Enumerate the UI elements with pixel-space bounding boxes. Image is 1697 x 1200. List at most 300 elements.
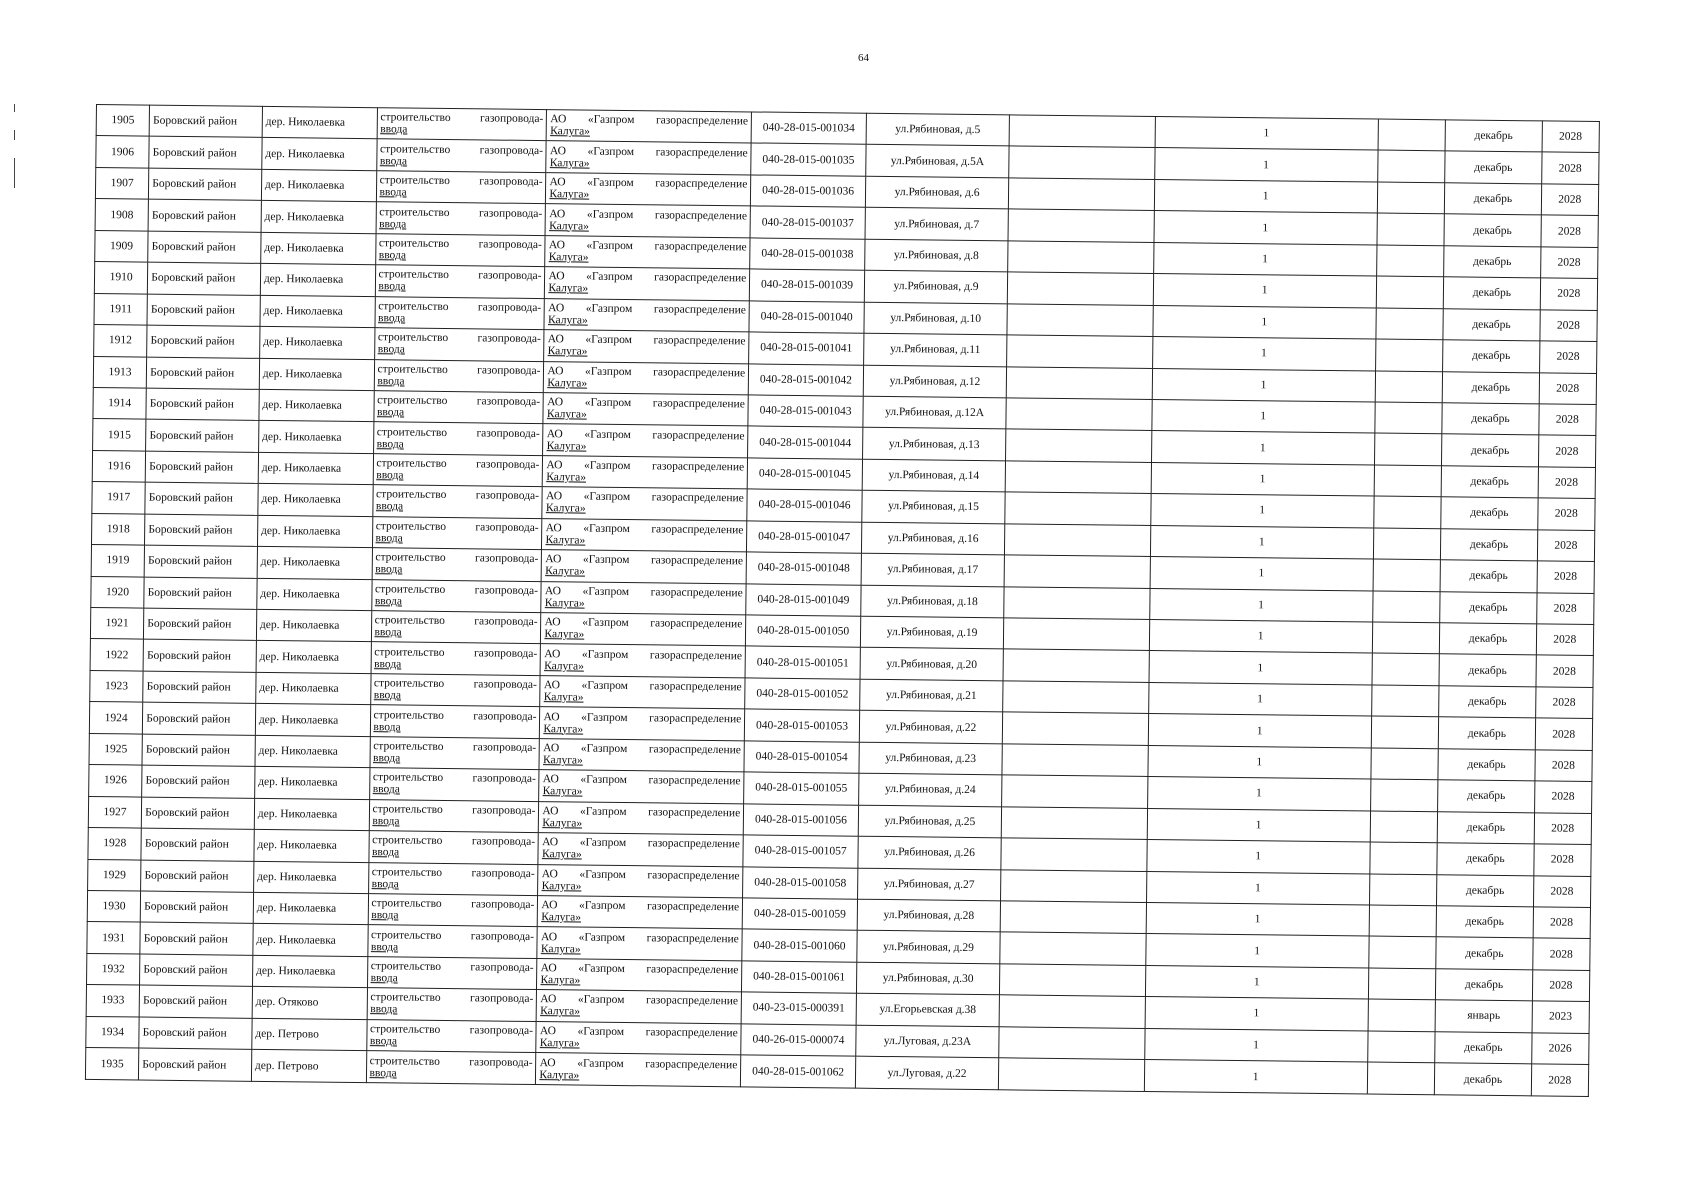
organization-cell <box>542 518 747 552</box>
address-cell: ул.Рябиновая, д.20 <box>860 648 1004 681</box>
row-number: 1920 <box>91 576 145 608</box>
organization-word-1: АО <box>546 459 563 472</box>
month-cell: декабрь <box>1435 1031 1532 1064</box>
organization-word-2: «Газпром <box>580 805 627 818</box>
district-cell: Боровский район <box>146 419 259 452</box>
quantity-cell: 1 <box>1154 148 1378 182</box>
row-number: 1908 <box>95 199 149 231</box>
organization-word-2: «Газпром <box>581 648 629 661</box>
object-code-cell: 040-28-015-001047 <box>747 521 862 554</box>
empty-cell-1 <box>1009 146 1155 179</box>
row-number: 1923 <box>90 670 144 702</box>
work-type-word-2: газопровода- <box>475 521 539 534</box>
village-cell: дер. Николаевка <box>255 735 370 768</box>
work-type-cell <box>372 485 542 518</box>
organization-word-4: Калуга» <box>542 785 583 798</box>
organization-word-2: «Газпром <box>586 239 634 253</box>
object-code-cell: 040-28-015-001042 <box>748 363 863 396</box>
organization-word-2: «Газпром <box>577 1025 625 1038</box>
year-cell: 2028 <box>1541 215 1599 247</box>
organization-word-2: «Газпром <box>580 742 628 756</box>
work-type-word-3: ввода <box>379 186 407 199</box>
organization-cell <box>539 770 744 804</box>
row-number: 1927 <box>88 796 142 828</box>
district-cell: Боровский район <box>145 514 258 547</box>
row-number: 1919 <box>91 545 145 577</box>
year-cell: 2028 <box>1532 970 1590 1002</box>
work-type-word-2: газопровода- <box>479 144 544 157</box>
work-type-cell <box>366 1019 536 1052</box>
organization-word-2: «Газпром <box>586 208 634 221</box>
row-number: 1914 <box>93 387 147 419</box>
year-cell: 2028 <box>1539 341 1597 373</box>
work-type-word-3: ввода <box>378 249 407 262</box>
month-cell: декабрь <box>1445 183 1542 216</box>
year-cell: 2028 <box>1533 875 1591 907</box>
work-type-word-1: строительство <box>372 771 444 785</box>
work-type-cell <box>376 171 546 204</box>
row-number: 1918 <box>92 513 146 545</box>
year-cell: 2028 <box>1539 372 1597 404</box>
village-cell: дер. Николаевка <box>252 955 367 988</box>
year-cell: 2028 <box>1537 530 1595 562</box>
work-type-word-1: строительство <box>369 1054 441 1068</box>
row-number: 1922 <box>90 639 144 671</box>
organization-cell <box>537 958 742 992</box>
village-cell: дер. Николаевка <box>262 138 377 171</box>
organization-word-1: АО <box>549 144 567 157</box>
object-code-cell: 040-28-015-001062 <box>741 1055 856 1088</box>
work-type-cell <box>371 611 541 644</box>
organization-word-1: АО <box>547 333 564 346</box>
quantity-cell: 1 <box>1145 934 1369 968</box>
year-cell: 2028 <box>1534 812 1592 844</box>
village-cell: дер. Николаевка <box>254 829 369 862</box>
object-code-cell: 040-28-015-001061 <box>742 961 857 994</box>
empty-cell-1 <box>1007 335 1153 368</box>
month-cell: декабрь <box>1443 371 1540 404</box>
work-type-cell <box>367 956 537 989</box>
month-cell: декабрь <box>1445 120 1542 153</box>
work-type-word-3: ввода <box>369 1066 397 1080</box>
empty-cell-2 <box>1371 716 1439 748</box>
organization-word-1: АО <box>545 553 562 566</box>
year-cell: 2028 <box>1536 592 1594 624</box>
organization-word-2: «Газпром <box>585 302 633 315</box>
empty-cell-2 <box>1371 748 1439 780</box>
organization-word-4: Калуга» <box>540 974 581 987</box>
organization-word-2: «Газпром <box>586 270 633 284</box>
address-cell: ул.Рябиновая, д.11 <box>863 333 1007 366</box>
village-cell: дер. Николаевка <box>258 452 373 485</box>
organization-word-2: «Газпром <box>583 491 631 504</box>
work-type-cell <box>373 453 543 486</box>
work-type-word-1: строительство <box>374 582 446 596</box>
address-cell: ул.Рябиновая, д.14 <box>862 459 1006 492</box>
organization-cell <box>540 707 745 741</box>
empty-cell-1 <box>1007 272 1153 305</box>
work-type-cell <box>368 862 538 895</box>
organization-word-2: «Газпром <box>577 1057 624 1070</box>
year-cell: 2028 <box>1532 938 1590 970</box>
organization-cell <box>544 298 749 332</box>
work-type-word-1: строительство <box>373 708 444 722</box>
work-type-word-2: газопровода- <box>469 1024 534 1037</box>
district-cell: Боровский район <box>144 545 257 578</box>
quantity-cell: 1 <box>1144 1028 1368 1062</box>
organization-word-3: газораспределение <box>648 806 741 820</box>
organization-word-3: газораспределение <box>654 271 747 285</box>
district-cell: Боровский район <box>146 388 259 421</box>
work-type-word-3: ввода <box>373 689 402 702</box>
organization-cell <box>537 990 742 1024</box>
year-cell: 2028 <box>1542 121 1600 153</box>
organization-word-1: АО <box>549 207 566 220</box>
organization-word-4: Калуга» <box>547 376 588 390</box>
work-type-cell <box>375 233 545 266</box>
organization-cell <box>543 393 748 427</box>
object-code-cell: 040-28-015-001059 <box>742 898 857 931</box>
object-code-cell: 040-28-015-001050 <box>746 615 861 648</box>
organization-word-3: газораспределение <box>655 177 748 191</box>
address-cell: ул.Рябиновая, д.25 <box>858 805 1002 838</box>
organization-word-1: АО <box>543 710 560 723</box>
quantity-cell: 1 <box>1150 557 1374 591</box>
empty-cell-2 <box>1367 1062 1435 1095</box>
organization-word-1: АО <box>548 270 565 283</box>
village-cell: дер. Николаевка <box>260 295 375 328</box>
organization-word-3: газораспределение <box>649 648 743 663</box>
work-type-word-1: строительство <box>378 300 449 313</box>
empty-cell-2 <box>1369 873 1437 905</box>
object-code-cell: 040-28-015-001052 <box>745 678 860 711</box>
empty-cell-1 <box>1004 618 1150 651</box>
work-type-word-2: газопровода- <box>473 646 538 660</box>
month-cell: декабрь <box>1435 1063 1532 1096</box>
district-cell: Боровский район <box>142 734 255 767</box>
object-code-cell: 040-28-015-001051 <box>745 646 860 679</box>
organization-word-3: газораспределение <box>653 366 746 380</box>
district-cell: Боровский район <box>145 482 258 515</box>
year-cell: 2023 <box>1532 1001 1590 1033</box>
page-number: 64 <box>858 52 869 64</box>
month-cell: декабрь <box>1436 937 1533 970</box>
organization-word-3: газораспределение <box>645 1026 738 1040</box>
organization-word-4: Калуга» <box>546 439 587 453</box>
work-type-word-2: газопровода- <box>470 961 534 975</box>
village-cell: дер. Николаевка <box>261 169 376 202</box>
village-cell: дер. Николаевка <box>259 326 374 359</box>
organization-word-4: Калуга» <box>542 754 583 767</box>
row-number: 1925 <box>89 733 143 765</box>
work-type-word-1: строительство <box>378 268 449 282</box>
work-type-word-2: газопровода- <box>478 269 542 283</box>
empty-cell-2 <box>1375 402 1443 434</box>
month-cell: декабрь <box>1441 466 1538 499</box>
organization-word-2: «Газпром <box>582 585 630 598</box>
organization-word-3: газораспределение <box>653 334 746 348</box>
object-code-cell: 040-28-015-001034 <box>751 112 866 145</box>
address-cell: ул.Рябиновая, д.23 <box>859 742 1003 775</box>
quantity-cell: 1 <box>1146 840 1370 874</box>
year-cell: 2028 <box>1541 184 1599 216</box>
work-type-word-3: ввода <box>370 972 398 985</box>
address-cell: ул.Рябиновая, д.15 <box>862 490 1006 523</box>
work-type-word-1: строительство <box>377 394 448 408</box>
organization-word-1: АО <box>540 962 557 975</box>
work-type-word-1: строительство <box>374 645 445 659</box>
organization-cell <box>541 613 746 647</box>
village-cell: дер. Николаевка <box>259 358 374 391</box>
organization-word-1: АО <box>547 364 564 378</box>
empty-cell-2 <box>1372 653 1440 685</box>
organization-word-2: «Газпром <box>578 931 626 944</box>
year-cell: 2028 <box>1539 310 1597 342</box>
organization-word-1: АО <box>539 1056 556 1069</box>
organization-cell <box>546 141 751 175</box>
object-code-cell: 040-26-015-000074 <box>741 1024 856 1057</box>
quantity-cell: 1 <box>1153 274 1377 308</box>
row-number: 1931 <box>87 922 141 954</box>
empty-cell-1 <box>1006 429 1152 462</box>
work-type-word-1: строительство <box>370 960 442 974</box>
work-type-word-2: газопровода- <box>474 584 539 597</box>
work-type-word-1: строительство <box>370 991 441 1005</box>
empty-cell-1 <box>1003 712 1149 745</box>
object-code-cell: 040-28-015-001048 <box>746 552 861 585</box>
empty-cell-1 <box>1006 366 1152 399</box>
address-cell: ул.Рябиновая, д.21 <box>860 679 1004 712</box>
empty-cell-1 <box>1006 398 1152 431</box>
organization-cell <box>547 110 752 144</box>
organization-cell <box>546 172 751 206</box>
object-code-cell: 040-28-015-001055 <box>744 772 859 805</box>
year-cell: 2028 <box>1541 152 1599 184</box>
work-type-word-1: строительство <box>373 677 445 691</box>
organization-word-1: АО <box>542 773 559 786</box>
village-cell: дер. Петрово <box>251 1049 366 1082</box>
empty-cell-2 <box>1367 1031 1435 1063</box>
organization-word-4: Калуга» <box>545 534 586 547</box>
organization-word-1: АО <box>544 616 561 629</box>
organization-word-3: газораспределение <box>646 931 739 945</box>
work-type-word-1: строительство <box>376 488 447 502</box>
empty-cell-2 <box>1376 245 1444 277</box>
quantity-cell: 1 <box>1149 588 1373 622</box>
work-type-word-1: строительство <box>376 457 447 471</box>
year-cell: 2026 <box>1531 1033 1589 1065</box>
work-type-cell <box>372 516 542 549</box>
work-type-word-3: ввода <box>372 783 400 796</box>
organization-word-1: АО <box>541 867 558 881</box>
organization-word-2: «Газпром <box>587 113 635 127</box>
organization-word-2: «Газпром <box>582 616 629 630</box>
district-cell: Боровский район <box>143 671 256 704</box>
month-cell: декабрь <box>1445 151 1542 184</box>
work-type-word-2: газопровода- <box>478 238 542 252</box>
work-type-word-2: газопровода- <box>473 709 537 723</box>
object-code-cell: 040-28-015-001040 <box>749 301 864 334</box>
empty-cell-1 <box>1002 775 1148 808</box>
district-cell: Боровский район <box>149 137 262 170</box>
year-cell: 2028 <box>1538 467 1596 499</box>
work-type-word-3: ввода <box>374 626 402 639</box>
address-cell: ул.Рябиновая, д.7 <box>865 208 1009 241</box>
village-cell: дер. Николаевка <box>254 798 369 831</box>
organization-word-4: Калуга» <box>544 659 584 673</box>
month-cell: декабрь <box>1439 717 1536 750</box>
work-type-word-1: строительство <box>376 425 448 439</box>
work-type-word-1: строительство <box>379 174 450 188</box>
village-cell: дер. Николаевка <box>256 672 371 705</box>
organization-cell <box>538 864 743 898</box>
organization-word-4: Калуга» <box>549 188 590 201</box>
empty-cell-2 <box>1372 591 1440 623</box>
work-type-cell <box>371 642 541 675</box>
empty-cell-1 <box>1003 649 1149 682</box>
row-number: 1909 <box>95 230 149 262</box>
row-number: 1929 <box>88 859 142 891</box>
district-cell: Боровский район <box>149 105 262 138</box>
district-cell: Боровский район <box>142 765 255 798</box>
work-type-cell <box>374 328 544 361</box>
work-type-word-2: газопровода- <box>479 112 544 126</box>
quantity-cell: 1 <box>1147 808 1371 842</box>
organization-word-1: АО <box>548 301 565 315</box>
work-type-word-2: газопровода- <box>477 301 542 314</box>
empty-cell-1 <box>1000 932 1146 965</box>
quantity-cell: 1 <box>1146 871 1370 905</box>
month-cell: декабрь <box>1439 654 1536 687</box>
year-cell: 2028 <box>1535 687 1593 719</box>
work-type-word-3: ввода <box>373 752 401 765</box>
month-cell: декабрь <box>1441 497 1538 530</box>
organization-word-3: газораспределение <box>650 554 744 568</box>
organization-word-1: АО <box>550 113 567 126</box>
year-cell: 2028 <box>1540 247 1598 279</box>
village-cell: дер. Николаевка <box>256 641 371 674</box>
work-type-word-3: ввода <box>371 909 399 922</box>
year-cell: 2028 <box>1536 624 1594 656</box>
village-cell: дер. Николаевка <box>253 924 368 957</box>
empty-cell-1 <box>1008 241 1154 274</box>
month-cell: декабрь <box>1437 874 1534 907</box>
empty-cell-2 <box>1368 968 1436 1000</box>
organization-word-2: «Газпром <box>587 145 635 158</box>
row-number: 1921 <box>90 607 144 639</box>
work-type-word-2: газопровода- <box>476 458 540 472</box>
empty-cell-2 <box>1369 905 1437 937</box>
work-type-word-3: ввода <box>375 563 403 576</box>
year-cell: 2028 <box>1540 278 1598 310</box>
organization-cell <box>540 644 745 678</box>
quantity-cell: 1 <box>1150 494 1374 528</box>
organization-word-4: Калуга» <box>548 251 589 264</box>
village-cell: дер. Николаевка <box>253 861 368 894</box>
work-type-cell <box>373 391 543 424</box>
organization-word-1: АО <box>547 396 564 409</box>
work-type-word-2: газопровода- <box>472 772 536 786</box>
district-cell: Боровский район <box>149 168 262 201</box>
organization-word-2: «Газпром <box>584 396 632 410</box>
work-type-word-2: газопровода- <box>469 992 534 1006</box>
year-cell: 2028 <box>1536 655 1594 687</box>
quantity-cell: 1 <box>1147 777 1371 811</box>
address-cell: ул.Рябиновая, д.28 <box>857 899 1001 932</box>
organization-word-3: газораспределение <box>647 869 740 883</box>
organization-word-2: «Газпром <box>584 428 631 441</box>
object-code-cell: 040-28-015-001053 <box>745 709 860 742</box>
quantity-cell: 1 <box>1148 714 1372 748</box>
organization-word-3: газораспределение <box>647 837 740 851</box>
object-code-cell: 040-28-015-001049 <box>746 583 861 616</box>
organization-cell <box>544 330 749 364</box>
work-type-word-2: газопровода- <box>471 898 535 912</box>
empty-cell-1 <box>1005 461 1151 494</box>
empty-cell-2 <box>1370 811 1438 843</box>
quantity-cell: 1 <box>1149 619 1373 653</box>
work-type-word-1: строительство <box>371 865 443 879</box>
empty-cell-2 <box>1376 308 1444 340</box>
district-cell: Боровский район <box>142 797 255 830</box>
work-type-word-3: ввода <box>370 940 399 954</box>
work-type-word-3: ввода <box>370 1003 398 1016</box>
empty-cell-1 <box>1009 115 1155 148</box>
year-cell: 2028 <box>1533 844 1591 876</box>
organization-word-4: Калуга» <box>544 596 585 610</box>
row-number: 1932 <box>87 953 141 985</box>
district-cell: Боровский район <box>143 640 256 673</box>
row-number: 1906 <box>96 136 150 168</box>
object-code-cell: 040-28-015-001038 <box>750 238 865 271</box>
row-number: 1933 <box>86 985 140 1017</box>
quantity-cell: 1 <box>1148 745 1372 779</box>
work-type-word-1: строительство <box>374 614 446 628</box>
organization-cell <box>542 550 747 584</box>
object-code-cell: 040-28-015-001039 <box>750 269 865 302</box>
month-cell: декабрь <box>1442 403 1539 436</box>
work-type-word-1: строительство <box>372 834 443 848</box>
organization-word-1: АО <box>544 647 561 660</box>
organization-word-1: АО <box>545 522 562 535</box>
empty-cell-1 <box>1007 303 1153 336</box>
month-cell: декабрь <box>1438 749 1535 782</box>
work-type-word-3: ввода <box>374 594 403 608</box>
work-type-cell <box>368 831 538 864</box>
year-cell: 2028 <box>1537 561 1595 593</box>
work-type-word-2: газопровода- <box>474 552 539 566</box>
work-type-word-3: ввода <box>375 532 403 545</box>
work-type-word-3: ввода <box>373 720 401 734</box>
work-type-word-3: ввода <box>376 406 405 419</box>
month-cell: декабрь <box>1444 246 1541 279</box>
row-number: 1934 <box>86 1016 140 1048</box>
address-cell: ул.Егорьевская д.38 <box>856 993 1000 1026</box>
organization-word-2: «Газпром <box>580 773 627 787</box>
work-type-word-3: ввода <box>379 154 408 168</box>
object-code-cell: 040-28-015-001060 <box>742 929 857 962</box>
address-cell: ул.Рябиновая, д.29 <box>857 931 1001 964</box>
empty-cell-1 <box>1000 964 1146 997</box>
address-cell: ул.Рябиновая, д.8 <box>865 239 1009 272</box>
organization-word-3: газораспределение <box>648 743 741 757</box>
organization-word-1: АО <box>542 836 559 849</box>
empty-cell-1 <box>999 995 1145 1028</box>
quantity-cell: 1 <box>1145 997 1369 1031</box>
work-type-word-2: газопровода- <box>474 615 538 629</box>
organization-word-3: газораспределение <box>655 114 749 128</box>
district-cell: Боровский район <box>140 891 253 924</box>
